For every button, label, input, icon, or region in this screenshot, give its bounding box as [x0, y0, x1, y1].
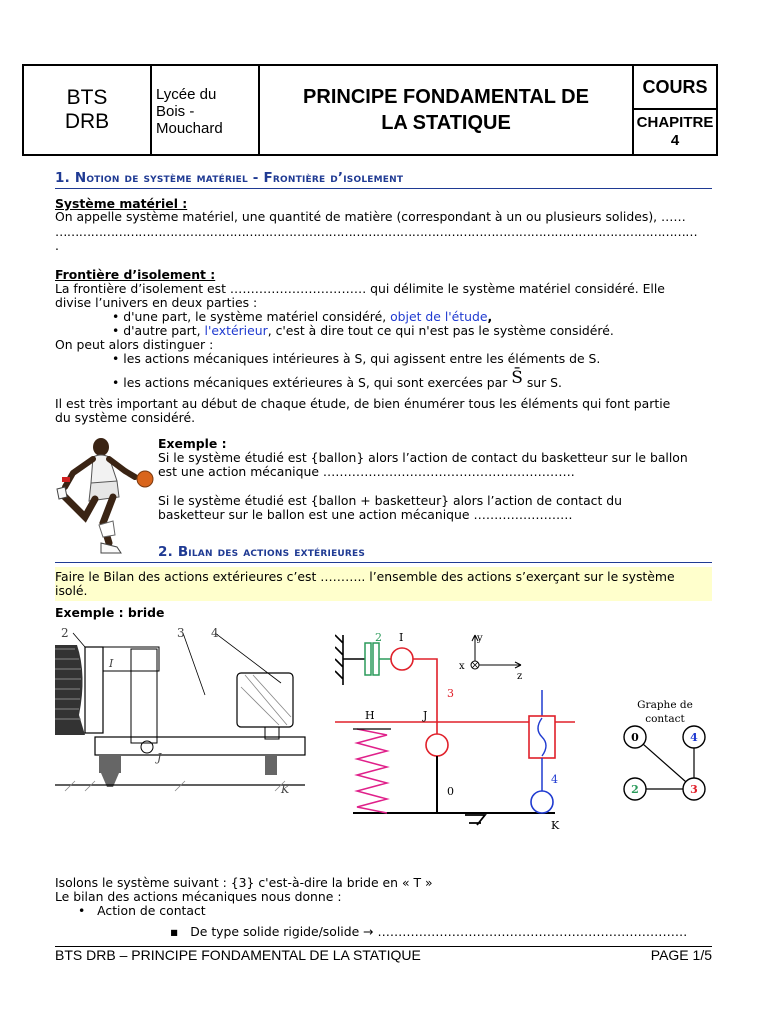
example1-line2: est une action mécanique ……………………………………………………. [158, 464, 575, 479]
contact-graph [610, 695, 720, 810]
header-bts-line2: DRB [64, 110, 110, 133]
bullet3-text: les actions mécaniques intérieures à S, qui agissent entre les éléments de S. [123, 351, 601, 366]
spring-h [357, 729, 387, 813]
header-bts [24, 66, 152, 154]
slide-bar-2b [373, 643, 379, 675]
label-n3: 3 [447, 687, 454, 700]
highlight-line2: isolé. [55, 583, 88, 598]
bullet-action-contact: • Action de contact [78, 903, 206, 918]
bullet1-blue: objet de l'étude [390, 309, 488, 324]
bride-column [131, 649, 157, 743]
label-2: 2 [61, 626, 69, 640]
s-bar-symbol: S̄ [511, 368, 523, 388]
label-k: K [281, 783, 290, 796]
bride-technical-drawing [55, 625, 325, 803]
header-lycee [152, 66, 260, 154]
sys-text1: On appelle système matériel, une quantité de matière (correspondant à un ou plusieurs solides), …… [55, 209, 686, 224]
bullet-objet: • d'une part, le système matériel considéré, objet de l'étude, [112, 309, 493, 324]
header-title [260, 66, 634, 154]
bride-example-label: Exemple : bride [55, 605, 165, 620]
bullet2-blue: l'extérieur [204, 323, 268, 338]
screw-hatch [241, 675, 291, 725]
label-3: 3 [177, 626, 185, 640]
front-text2: divise l’univers en deux parties : [55, 295, 258, 310]
header-lycee-line2: Bois - [156, 103, 195, 120]
header-title-line1: PRINCIPE FONDAMENTAL DE [303, 86, 589, 108]
bullet-type-solide: ▪ De type solide rigide/solide → ………………………………………………………………… [170, 924, 688, 939]
header-chapitre-number: 4 [670, 132, 680, 149]
bullet2-pre: d'autre part, [123, 323, 205, 338]
header-title-line2: LA STATIQUE [381, 112, 511, 134]
label-z: z [517, 671, 523, 682]
bride-3-link [413, 659, 437, 745]
basketball-player-illustration [55, 435, 155, 560]
isolate-text: Isolons le système suivant : {3} c'est-à-dire la bride en « T » [55, 875, 433, 890]
graph-edges [635, 737, 694, 789]
important-text2: du système considéré. [55, 410, 196, 425]
player-wristband [62, 477, 70, 482]
basketball [137, 471, 153, 487]
base-hatch [65, 781, 285, 791]
kinematic-schema [335, 625, 575, 840]
label-n2: 2 [375, 631, 382, 644]
callout-leaders [73, 633, 281, 695]
graph-title-line2: contact [645, 713, 685, 725]
example2-line2: basketteur sur le ballon est une action mécanique …………………… [158, 507, 573, 522]
label-K: K [551, 819, 560, 832]
slide-bar-2 [365, 643, 371, 675]
label-i: I [109, 657, 114, 670]
example-label: Exemple : [158, 436, 227, 451]
sys-text3: . [55, 238, 59, 253]
ground-bottom [465, 815, 485, 825]
type-solide-text: De type solide rigide/solide → ………………………………………………………………… [190, 924, 688, 939]
contact-i [391, 648, 413, 670]
header-lycee-line3: Mouchard [156, 120, 223, 137]
nut-part [99, 755, 121, 773]
header-bts-line1: BTS [66, 86, 108, 109]
graph-title-line1: Graphe de [637, 699, 693, 711]
bride-bar [95, 737, 305, 755]
important-text1: Il est très important au début de chaque étude, de bien énumérer tous les éléments qui font partie [55, 396, 671, 411]
player-left-arm [65, 459, 93, 487]
sys-label-text: Système matériel : [55, 196, 188, 211]
front-label-text: Frontière d’isolement : [55, 267, 216, 282]
bullet1-pre: d'une part, le système matériel considéré, [123, 309, 391, 324]
header-cours: COURS [634, 66, 716, 110]
graph-label-0: 0 [631, 731, 639, 744]
label-I: I [399, 631, 404, 644]
footer-left: BTS DRB – PRINCIPE FONDAMENTAL DE LA STATIQUE [55, 947, 421, 963]
graph-label-4: 4 [690, 731, 698, 744]
graph-label-2: 2 [631, 783, 639, 796]
support-pin [265, 755, 277, 775]
action-contact-text: Action de contact [97, 903, 206, 918]
label-J: J [423, 709, 428, 722]
bullet1-post: , [487, 309, 493, 324]
screw-head [237, 673, 293, 727]
label-n0: 0 [447, 785, 454, 798]
bullet-interieures: • les actions mécaniques intérieures à S, qui agissent entre les éléments de S. [112, 351, 601, 366]
label-n4: 4 [551, 773, 558, 786]
bullet4-post: sur S. [522, 375, 562, 390]
section1-rule [55, 188, 712, 189]
header-table [22, 64, 718, 156]
bullet-exterieures: • les actions mécaniques extérieures à S, qui sont exercées par S̄ sur S. [112, 368, 562, 390]
player-head [93, 438, 109, 456]
contact-k [531, 791, 553, 813]
example2-line1: Si le système étudié est {ballon + basketteur} alors l’action de contact du [158, 493, 623, 508]
bilan-text: Le bilan des actions mécaniques nous donne : [55, 889, 342, 904]
section1-title: 1. Notion de système matériel - Frontière d’isolement [55, 170, 404, 186]
sys-text2: ……………………………………………………………………………………………………………………………………………… [55, 224, 698, 239]
label-j: J [157, 751, 162, 764]
label-H: H [365, 709, 375, 722]
graph-label-3: 3 [690, 783, 698, 796]
bullet4-pre: les actions mécaniques extérieures à S, qui sont exercées par [123, 375, 512, 390]
front-label [55, 268, 215, 282]
bullet2-post: , c'est à dire tout ce qui n'est pas le système considéré. [267, 323, 614, 338]
bride-body-vertical [85, 647, 103, 733]
footer-page: PAGE 1/5 [650, 947, 712, 963]
contact-j [426, 734, 448, 756]
front-text1: La frontière d’isolement est …………………………… qui délimite le système matériel considéré. Elle [55, 281, 665, 296]
label-y: y [477, 633, 483, 644]
axis-z [475, 662, 521, 668]
label-x: x [459, 661, 465, 672]
header-chapitre [634, 110, 716, 154]
section2-rule [55, 562, 712, 563]
player-shoe-back [57, 487, 67, 499]
highlight-line1: Faire le Bilan des actions extérieures c’est ……….. l’ensemble des actions s’exerçant sur le système [55, 569, 675, 584]
distinguish-text: On peut alors distinguer : [55, 337, 214, 352]
label-4: 4 [211, 626, 219, 640]
bullet-exterieur: • d'autre part, l'extérieur, c'est à dire tout ce qui n'est pas le système considéré. [112, 323, 614, 338]
example1-line1: Si le système étudié est {ballon} alors l’action de contact du basketteur sur le ballon [158, 450, 688, 465]
header-chapitre-label: CHAPITRE [636, 114, 714, 131]
ground-left [335, 635, 343, 685]
section2-title: 2. Bilan des actions extérieures [158, 544, 366, 560]
header-lycee-line1: Lycée du [156, 86, 217, 103]
